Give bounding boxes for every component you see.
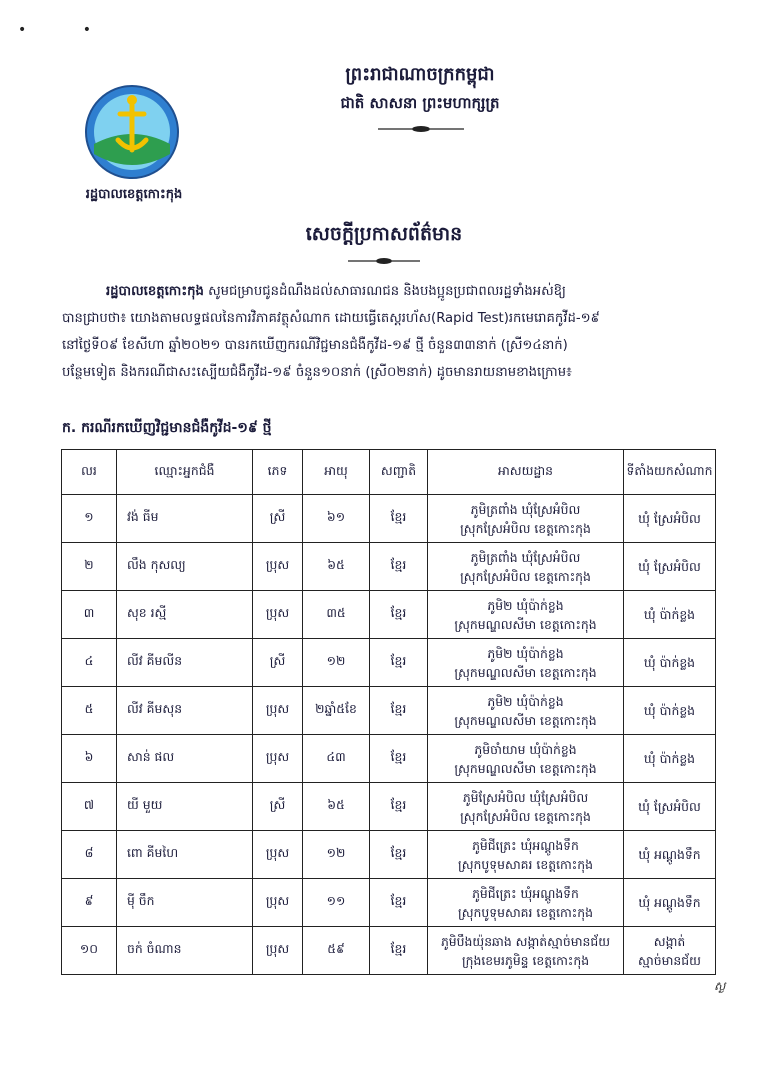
cell-sample-location xyxy=(624,639,716,687)
cell-nationality: ខ្មែរ xyxy=(370,543,428,591)
cell-address xyxy=(428,591,624,639)
address-line: ស្រុកស្រែអំបិល ខេត្តកោះកុង xyxy=(460,520,591,536)
address-line: ភូមិ២ ឃុំប៉ាក់ខ្លង xyxy=(487,693,564,709)
location-line: ឃុំ អណ្តូងទឹក xyxy=(638,895,701,910)
address-line: ស្រុកមណ្ឌលសីមា ខេត្តកោះកុង xyxy=(454,616,597,632)
address-line: ភូមិបឹងយ៉ុនឆាង សង្កាត់ស្មាច់មានជ័យ xyxy=(440,933,611,949)
cell-sex: ស្រី xyxy=(253,639,303,687)
cases-table xyxy=(61,449,716,975)
cell-no: ៤ xyxy=(62,639,117,687)
cell-address xyxy=(428,879,624,927)
lead-authority: រដ្ឋបាលខេត្តកោះកុង xyxy=(106,284,204,299)
cell-no: ៨ xyxy=(62,831,117,879)
table-row xyxy=(62,735,716,783)
cell-sample-location xyxy=(624,591,716,639)
cell-no: ១០ xyxy=(62,927,117,975)
table-row xyxy=(62,927,716,975)
location-line: ឃុំ ស្រែអំបិល xyxy=(638,511,701,526)
cell-sample-location xyxy=(624,735,716,783)
table-row xyxy=(62,687,716,735)
address-line: ស្រុកបូទុមសាគរ ខេត្តកោះកុង xyxy=(458,856,593,872)
cell-name: យី មួយ xyxy=(117,783,253,831)
cell-nationality: ខ្មែរ xyxy=(370,495,428,543)
paragraph-line-4: បន្ថែមទៀត និងករណីជាសះស្បើយជំងឺកូវីដ-១៩ ចំនួន១០នាក់ (ស្រី០២នាក់) ដូចមានរាយនាមខាងក្រោម៖ xyxy=(62,365,572,380)
cell-age: ៣៥ xyxy=(303,591,370,639)
cell-name: ចក់ ចំណាន xyxy=(117,927,253,975)
cell-sex: ប្រុស xyxy=(253,543,303,591)
address-line: ស្រុកបូទុមសាគរ ខេត្តកោះកុង xyxy=(458,904,593,920)
table-row xyxy=(62,639,716,687)
address-line: ភូមិត្រពាំង ឃុំស្រែអំបិល xyxy=(470,549,581,565)
cell-address xyxy=(428,735,624,783)
cell-age: ៤៣ xyxy=(303,735,370,783)
cell-address xyxy=(428,783,624,831)
cell-sex: ប្រុស xyxy=(253,831,303,879)
cell-name: ម៉ី ចឹក xyxy=(117,879,253,927)
location-line: ឃុំ ប៉ាក់ខ្លង xyxy=(643,607,696,622)
cell-sample-location xyxy=(624,831,716,879)
cell-no: ១ xyxy=(62,495,117,543)
cell-nationality: ខ្មែរ xyxy=(370,783,428,831)
paragraph-line-1: សូមជម្រាបជូនដំណឹងដល់សាធារណជន និងបងប្អូនប្រជាពលរដ្ឋទាំងអស់ឱ្យ xyxy=(203,284,566,299)
cell-name: សាន់ ផល xyxy=(117,735,253,783)
address-line: ភូមិជីត្រេះ ឃុំអណ្តូងទឹក xyxy=(472,837,579,853)
location-line: ឃុំ ស្រែអំបិល xyxy=(638,559,701,574)
table-row xyxy=(62,495,716,543)
national-motto: ជាតិ សាសនា ព្រះមហាក្សត្រ xyxy=(340,94,500,112)
location-line: ឃុំ អណ្តូងទឹក xyxy=(638,847,701,862)
cell-address xyxy=(428,687,624,735)
address-line: ក្រុងខេមរភូមិន្ទ ខេត្តកោះកុង xyxy=(461,952,590,968)
address-line: ស្រុកស្រែអំបិល ខេត្តកោះកុង xyxy=(460,568,591,584)
announcement-paragraph xyxy=(62,278,712,386)
province-logo xyxy=(84,84,180,180)
cell-sex: ស្រី xyxy=(253,783,303,831)
address-line: ស្រុកមណ្ឌលសីមា ខេត្តកោះកុង xyxy=(454,760,597,776)
cell-age: ៥៩ xyxy=(303,927,370,975)
col-header-sample-location: ទីតាំងយកសំណាក xyxy=(624,450,716,495)
cell-age: ២ឆ្នាំ៥ខែ xyxy=(303,687,370,735)
cell-address xyxy=(428,639,624,687)
cell-sex: ប្រុស xyxy=(253,735,303,783)
cell-name: លីវ គីមសុន xyxy=(117,687,253,735)
cell-sample-location xyxy=(624,495,716,543)
title-ornament xyxy=(348,256,420,266)
table-row xyxy=(62,831,716,879)
cell-nationality: ខ្មែរ xyxy=(370,927,428,975)
location-line: ឃុំ ស្រែអំបិល xyxy=(638,799,701,814)
cell-sample-location xyxy=(624,687,716,735)
ornament-divider xyxy=(378,124,464,134)
location-line: សង្កាត់ xyxy=(653,933,686,949)
paragraph-line-3: នៅថ្ងៃទី០៩ ខែសីហា ឆ្នាំ២០២១ បានរកឃើញករណីវិជ្ជមានជំងឺកូវីដ-១៩ ថ្មី ចំនួន៣៣នាក់ (ស្រី១៤នាក់) xyxy=(62,338,568,353)
paragraph-line-2: បានជ្រាបថា៖ យោងតាមលទ្ធផលនៃការវិភាគវត្ថុសំណាក ដោយធ្វើតេស្តរហ័ស(Rapid Test)រកមេរោគកូវីដ-១៩ xyxy=(62,311,600,326)
cell-age: ៦៥ xyxy=(303,543,370,591)
corner-marks: • • xyxy=(18,22,117,38)
col-header-sex: ភេទ xyxy=(253,450,303,495)
cell-sample-location xyxy=(624,927,716,975)
cell-no: ៧ xyxy=(62,783,117,831)
cell-address xyxy=(428,927,624,975)
address-line: ស្រុកមណ្ឌលសីមា ខេត្តកោះកុង xyxy=(454,664,597,680)
cell-age: ១២ xyxy=(303,831,370,879)
col-header-nationality: សញ្ជាតិ xyxy=(370,450,428,495)
cell-address xyxy=(428,831,624,879)
location-line: ឃុំ ប៉ាក់ខ្លង xyxy=(643,655,696,670)
cell-sex: ប្រុស xyxy=(253,879,303,927)
cell-nationality: ខ្មែរ xyxy=(370,735,428,783)
cell-no: ៣ xyxy=(62,591,117,639)
cell-no: ៥ xyxy=(62,687,117,735)
cell-name: លឹង កុសល្យ xyxy=(117,543,253,591)
col-header-age: អាយុ xyxy=(303,450,370,495)
cell-nationality: ខ្មែរ xyxy=(370,831,428,879)
cell-sex: ប្រុស xyxy=(253,927,303,975)
table-row xyxy=(62,783,716,831)
cell-name: លីវ គីមលីន xyxy=(117,639,253,687)
table-header-row xyxy=(62,450,716,495)
cell-sex: ប្រុស xyxy=(253,591,303,639)
address-line: ភូមិ២ ឃុំប៉ាក់ខ្លង xyxy=(487,645,564,661)
cell-age: ៦៥ xyxy=(303,783,370,831)
cell-sample-location xyxy=(624,543,716,591)
address-line: ស្រុកមណ្ឌលសីមា ខេត្តកោះកុង xyxy=(454,712,597,728)
kingdom-heading: ព្រះរាជាណាចក្រកម្ពុជា xyxy=(345,64,495,85)
address-line: ភូមិ២ ឃុំប៉ាក់ខ្លង xyxy=(487,597,564,613)
logo-caption: រដ្ឋបាលខេត្តកោះកុង xyxy=(85,187,183,202)
col-header-address: អាសយដ្ឋាន xyxy=(428,450,624,495)
cell-age: ១២ xyxy=(303,639,370,687)
cell-no: ២ xyxy=(62,543,117,591)
cell-name: សុខ រស្មី xyxy=(117,591,253,639)
cell-no: ៩ xyxy=(62,879,117,927)
location-line: ស្មាច់មានជ័យ xyxy=(638,952,701,968)
cell-sample-location xyxy=(624,879,716,927)
cell-address xyxy=(428,543,624,591)
cell-name: ពោ គីមហៃ xyxy=(117,831,253,879)
cell-age: ១១ xyxy=(303,879,370,927)
address-line: ស្រុកស្រែអំបិល ខេត្តកោះកុង xyxy=(460,808,591,824)
address-line: ភូមិត្រពាំង ឃុំស្រែអំបិល xyxy=(470,501,581,517)
cell-address xyxy=(428,495,624,543)
cell-age: ៦១ xyxy=(303,495,370,543)
cell-name: វង់ ធីម xyxy=(117,495,253,543)
cell-sample-location xyxy=(624,783,716,831)
address-line: ភូមិស្រែអំបិល ឃុំស្រែអំបិល xyxy=(462,789,589,805)
col-header-no: លរ xyxy=(62,450,117,495)
col-header-name: ឈ្មោះអ្នកជំងឺ xyxy=(117,450,253,495)
document-title: សេចក្តីប្រកាសព័ត៌មាន xyxy=(305,223,463,245)
section-heading: ក. ករណីរកឃើញវិជ្ជមានជំងឺកូវីដ-១៩ ថ្មី xyxy=(62,420,272,436)
initials-signature: ស្ង xyxy=(714,979,726,993)
cell-nationality: ខ្មែរ xyxy=(370,639,428,687)
cell-sex: ប្រុស xyxy=(253,687,303,735)
cell-nationality: ខ្មែរ xyxy=(370,879,428,927)
cell-no: ៦ xyxy=(62,735,117,783)
table-row xyxy=(62,591,716,639)
address-line: ភូមិចាំយាម ឃុំប៉ាក់ខ្លង xyxy=(474,741,577,757)
cell-sex: ស្រី xyxy=(253,495,303,543)
table-row xyxy=(62,543,716,591)
address-line: ភូមិជីត្រេះ ឃុំអណ្តូងទឹក xyxy=(472,885,579,901)
location-line: ឃុំ ប៉ាក់ខ្លង xyxy=(643,751,696,766)
cell-nationality: ខ្មែរ xyxy=(370,591,428,639)
table-row xyxy=(62,879,716,927)
location-line: ឃុំ ប៉ាក់ខ្លង xyxy=(643,703,696,718)
cell-nationality: ខ្មែរ xyxy=(370,687,428,735)
